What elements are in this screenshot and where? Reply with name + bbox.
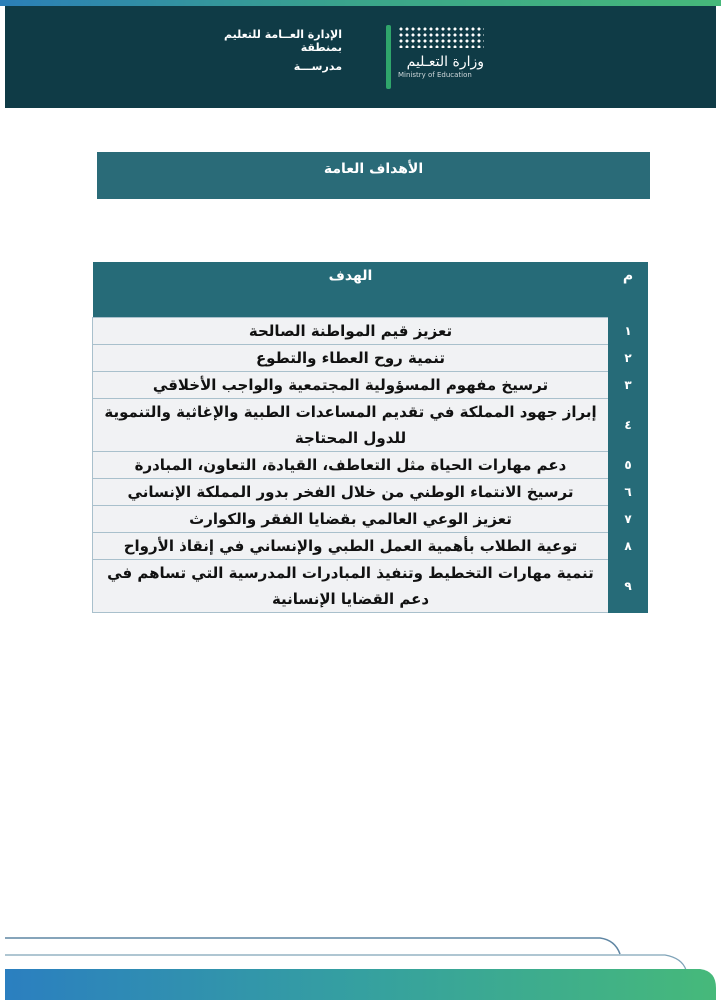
logo-arabic-text: وزارة التعـليم	[406, 54, 484, 70]
row-goal: دعم مهارات الحياة مثل التعاطف، القيادة، التعاون، المبادرة	[93, 451, 609, 478]
directorate-label: الإدارة العــامة للتعليم بمنطقة	[223, 28, 342, 54]
table-row	[93, 371, 648, 398]
row-goal: تنمية روح العطاء والتطوع	[93, 344, 609, 371]
row-goal: إبراز جهود المملكة في تقديم المساعدات الطبية والإغاثية والتنموية للدول المحتاجة	[93, 398, 609, 451]
row-number: ٣	[609, 371, 648, 398]
row-goal: تعزيز قيم المواطنة الصالحة	[93, 317, 609, 344]
column-header-number: م	[609, 262, 648, 317]
row-goal: تعزيز الوعي العالمي بقضايا الفقر والكوارث	[93, 505, 609, 532]
table-row	[93, 532, 648, 559]
row-number: ٤	[609, 398, 648, 451]
table-row	[93, 398, 648, 451]
table-row	[93, 344, 648, 371]
table-row	[93, 317, 648, 344]
footer-line-1	[5, 938, 620, 954]
school-label: مدرســـة	[293, 60, 342, 73]
row-goal: ترسيخ مفهوم المسؤولية المجتمعية والواجب الأخلاقي	[93, 371, 609, 398]
table-row	[93, 478, 648, 505]
table-row	[93, 451, 648, 478]
row-number: ٩	[609, 559, 648, 612]
column-header-goal: الهدف	[93, 262, 609, 317]
ministry-logo	[398, 26, 488, 92]
row-number: ٨	[609, 532, 648, 559]
table-header-row	[93, 262, 648, 317]
row-goal: ترسيخ الانتماء الوطني من خلال الفخر بدور المملكة الإنساني	[93, 478, 609, 505]
row-goal: توعية الطلاب بأهمية العمل الطبي والإنساني في إنقاذ الأرواح	[93, 532, 609, 559]
row-number: ٧	[609, 505, 648, 532]
page-header	[5, 6, 716, 108]
row-number: ٦	[609, 478, 648, 505]
table-row	[93, 559, 648, 612]
header-divider	[386, 25, 391, 89]
footer-line-2	[5, 955, 686, 970]
page-title: الأهداف العامة	[97, 152, 650, 199]
table-row	[93, 505, 648, 532]
logo-english-text: Ministry of Education	[398, 71, 472, 79]
logo-dots-icon	[398, 26, 484, 48]
row-goal: تنمية مهارات التخطيط وتنفيذ المبادرات المدرسية التي تساهم في دعم القضايا الإنسانية	[93, 559, 609, 612]
footer-decoration	[0, 930, 721, 1000]
row-number: ٢	[609, 344, 648, 371]
footer-band	[5, 969, 716, 1000]
row-number: ٥	[609, 451, 648, 478]
goals-table	[92, 262, 648, 613]
row-number: ١	[609, 317, 648, 344]
